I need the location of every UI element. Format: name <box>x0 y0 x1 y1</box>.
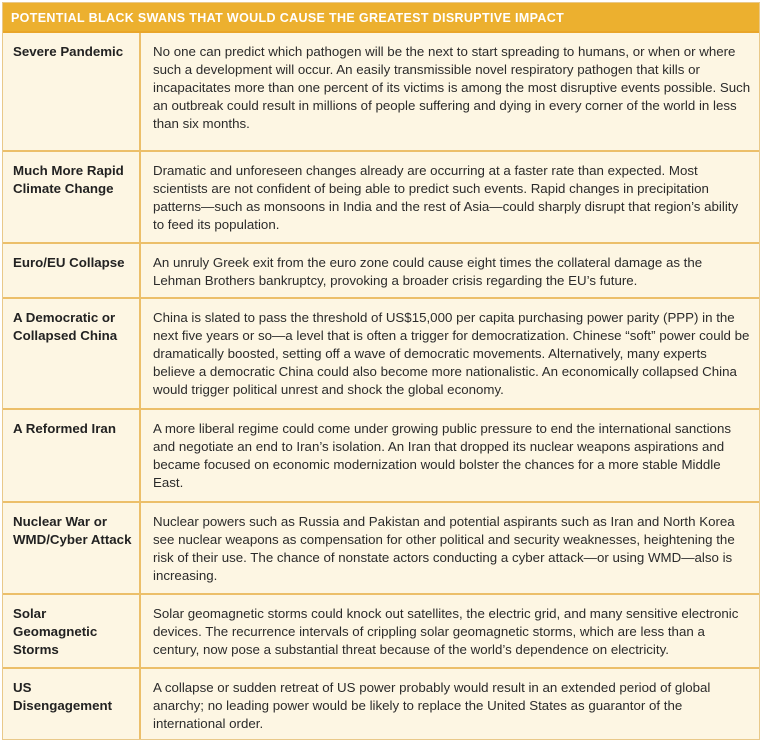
table-row <box>3 668 759 739</box>
table-row <box>3 594 759 668</box>
row-label: Much More Rapid Climate Change <box>3 151 140 243</box>
row-label: Euro/EU Collapse <box>3 243 140 298</box>
row-label: A Reformed Iran <box>3 409 140 502</box>
row-description: Solar geomagnetic storms could knock out satellites, the electric grid, and many sensitive electronic devices. The recurrence intervals of crippling solar geomagnetic storms, which are less than a century, now pose a substantial threat because of the world’s dependence on electricity. <box>140 594 759 668</box>
row-label: Solar Geomagnetic Storms <box>3 594 140 668</box>
row-description: An unruly Greek exit from the euro zone could cause eight times the collateral damage as the Lehman Brothers bankruptcy, provoking a broader crisis regarding the EU’s future. <box>140 243 759 298</box>
row-label: A Democratic or Collapsed China <box>3 298 140 409</box>
row-description: Nuclear powers such as Russia and Pakistan and potential aspirants such as Iran and North Korea see nuclear weapons as compensation for other political and security weaknesses, heightening the risk of their use. The chance of nonstate actors conducting a cyber attack—or using WMD—also is increasing. <box>140 502 759 594</box>
row-label: Severe Pandemic <box>3 33 140 151</box>
row-description: A collapse or sudden retreat of US power probably would result in an extended period of global anarchy; no leading power would be likely to replace the United States as guarantor of the international order. <box>153 680 711 732</box>
row-description: A more liberal regime could come under growing public pressure to end the international sanctions and negotiate an end to Iran’s isolation. An Iran that dropped its nuclear weapons aspirations and became focused on economic modernization would bolster the chances for a more stable Middle East. <box>140 409 759 502</box>
table-row <box>3 151 759 243</box>
row-description: No one can predict which pathogen will be the next to start spreading to humans, or when or where such a development will occur. An easily transmissible novel respiratory pathogen that kills or incapacitates more than one percent of its victims is among the most disruptive events possible. Such an outbreak could result in millions of people suffering and dying in every corner of the world in less than six months. <box>140 33 759 151</box>
table-row <box>3 298 759 409</box>
table-title: POTENTIAL BLACK SWANS THAT WOULD CAUSE THE GREATEST DISRUPTIVE IMPACT <box>3 3 759 33</box>
table-row <box>3 33 759 151</box>
black-swans-table-panel <box>2 2 760 740</box>
table-row <box>3 502 759 594</box>
table-row <box>3 409 759 502</box>
row-description: China is slated to pass the threshold of US$15,000 per capita purchasing power parity (PPP) in the next five years or so—a level that is often a trigger for democratization. Chinese “soft” power could be dramatically boosted, setting off a wave of democratic movements. Alternatively, many experts believe a democratic China could also become more nationalistic. An economically collapsed China would trigger political unrest and shock the global economy. <box>140 298 759 409</box>
black-swans-table <box>3 33 759 739</box>
row-description: Dramatic and unforeseen changes already are occurring at a faster rate than expected. Most scientists are not confident of being able to predict such events. Rapid changes in precipitation patterns—such as monsoons in India and the rest of Asia—could sharply disrupt that region’s ability to feed its population. <box>140 151 759 243</box>
row-label: Nuclear War or WMD/Cyber Attack <box>3 502 140 594</box>
table-row <box>3 243 759 298</box>
row-label: US Disengagement <box>3 668 140 739</box>
